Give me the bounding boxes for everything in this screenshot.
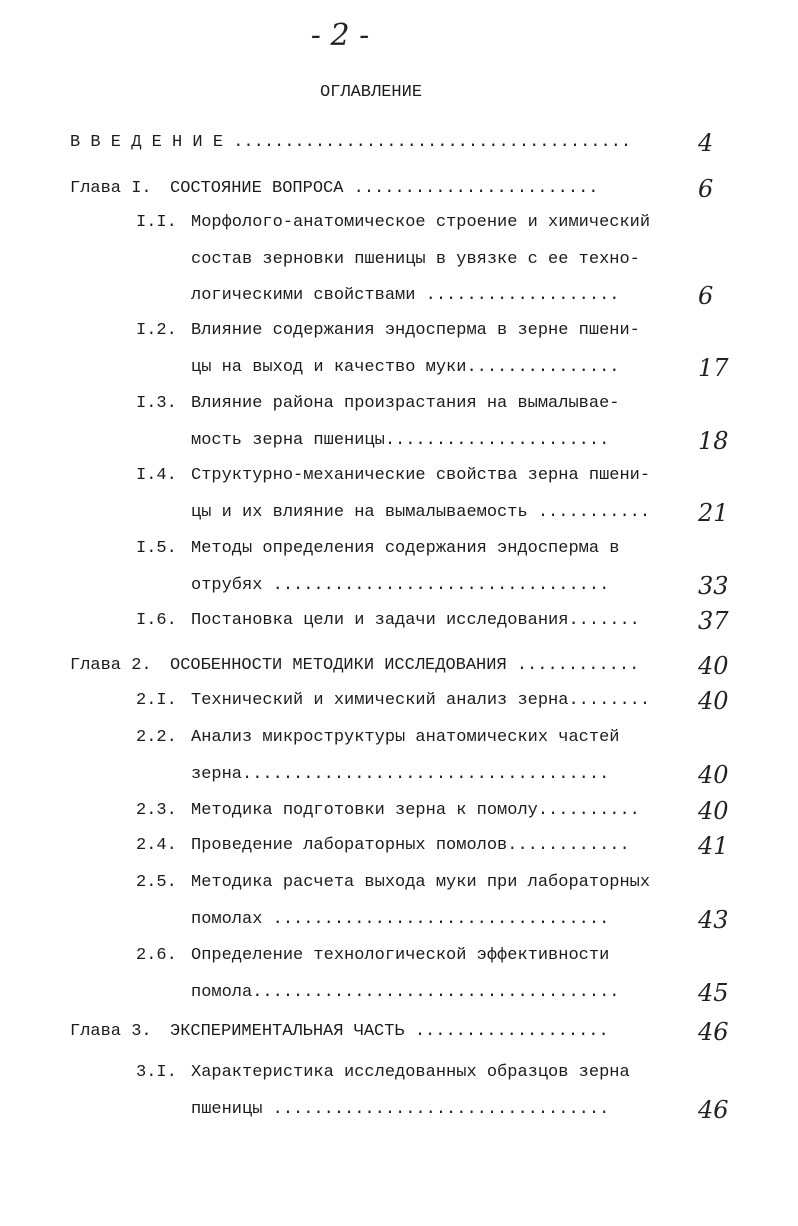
toc-entry-text: логическими свойствами ................... [191, 286, 620, 305]
page-ref: 43 [698, 905, 729, 934]
toc-entry-text: ЭКСПЕРИМЕНТАЛЬНАЯ ЧАСТЬ ................... [170, 1022, 609, 1041]
toc-entry-text: Методы определения содержания эндосперма в [191, 539, 620, 558]
toc-entry-text: состав зерновки пшеницы в увязке с ее техно- [191, 249, 640, 269]
toc-entry-text: Характеристика исследованных образцов зерна [191, 1063, 630, 1082]
toc-entry-text: Влияние содержания эндосперма в зерне пшени- [191, 321, 640, 340]
toc-entry-text: пшеницы ................................. [191, 1099, 610, 1119]
page-ref: 40 [698, 797, 729, 825]
toc-entry-text: Структурно-механические свойства зерна пшени- [191, 466, 651, 485]
toc-entry-text: зерна.................................... [191, 764, 610, 784]
page-ref: 21 [698, 498, 729, 527]
toc-entry-text: Постановка цели и задачи исследования....... [191, 611, 640, 630]
toc-entry-text: отрубях ................................. [191, 575, 610, 595]
page-ref: 6 [698, 175, 714, 203]
section-number: I.6. [136, 611, 177, 630]
section-number: 2.4. [136, 836, 177, 855]
page-ref: 45 [698, 978, 729, 1007]
section-number: I.3. [136, 394, 177, 413]
section-number: 2.6. [136, 946, 177, 965]
toc-entry-text: Анализ микроструктуры анатомических частей [191, 728, 620, 747]
toc-entry-text: помола.................................... [191, 982, 620, 1002]
chapter-label: Глава 3. [70, 1022, 152, 1041]
toc-entry-text: Определение технологической эффективности [191, 946, 610, 965]
section-number: 2.I. [136, 691, 177, 710]
toc-entry-text: цы на выход и качество муки............... [191, 357, 620, 377]
toc-entry-text: В В Е Д Е Н И Е ....................................... [70, 133, 632, 152]
toc-title: ОГЛАВЛЕНИЕ [320, 83, 423, 102]
page-ref: 40 [698, 687, 729, 715]
chapter-label: Глава 2. [70, 656, 152, 675]
page-ref: 6 [698, 282, 714, 310]
section-number: I.5. [136, 539, 177, 558]
toc-entry-text: Методика расчета выхода муки при лабораторных [191, 873, 651, 892]
page-ref: 37 [698, 607, 729, 635]
toc-entry-text: Технический и химический анализ зерна........ [191, 691, 651, 710]
toc-entry-text: мость зерна пшеницы...................... [191, 430, 610, 450]
section-number: 2.3. [136, 801, 177, 820]
chapter-label: Глава I. [70, 179, 152, 198]
section-number: 2.5. [136, 873, 177, 892]
page-ref: 40 [698, 652, 729, 680]
toc-entry-text: Методика подготовки зерна к помолу.......... [191, 801, 640, 820]
page-ref: 46 [698, 1095, 729, 1124]
page-ref: 33 [698, 571, 729, 600]
toc-entry-text: Морфолого-анатомическое строение и химический [191, 213, 651, 232]
page-ref: 4 [698, 129, 714, 157]
page-ref: 40 [698, 760, 729, 789]
toc-entry-text: помолах ................................. [191, 909, 610, 929]
toc-entry-text: ОСОБЕННОСТИ МЕТОДИКИ ИССЛЕДОВАНИЯ ............ [170, 656, 640, 675]
toc-entry-text: Проведение лабораторных помолов............ [191, 836, 630, 855]
page-ref: 17 [698, 353, 729, 382]
toc-entry-text: Влияние района произрастания на вымалывае- [191, 394, 620, 413]
section-number: 3.I. [136, 1063, 177, 1082]
page-number: - 2 - [310, 18, 370, 53]
section-number: I.2. [136, 321, 177, 340]
page-ref: 41 [698, 832, 729, 860]
toc-entry-text: СОСТОЯНИЕ ВОПРОСА ........................ [170, 179, 599, 198]
page-ref: 46 [698, 1018, 729, 1046]
section-number: I.4. [136, 466, 177, 485]
page-ref: 18 [698, 426, 729, 455]
toc-entry-text: цы и их влияние на вымалываемость ........... [191, 502, 651, 522]
section-number: I.I. [136, 213, 177, 232]
section-number: 2.2. [136, 728, 177, 747]
